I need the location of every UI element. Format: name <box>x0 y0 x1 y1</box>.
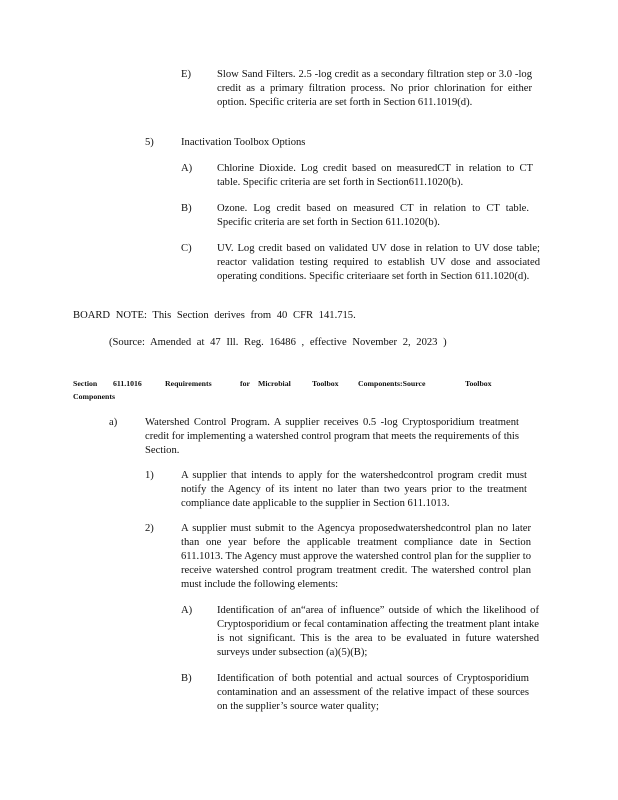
board-note: BOARD NOTE: This Section derives from 40 CFR 141.715. <box>73 310 356 321</box>
heading-word: Microbial <box>258 379 291 388</box>
list-item <box>0 242 618 300</box>
heading-word: Components <box>73 392 116 401</box>
heading-word: Toolbox <box>465 379 492 388</box>
list-item <box>0 68 618 128</box>
list-item <box>0 202 618 232</box>
heading-word: for <box>240 379 250 388</box>
item-marker: a) <box>109 417 118 428</box>
list-item <box>0 162 618 192</box>
heading-word: Toolbox <box>312 379 339 388</box>
item-text: A supplier that intends to apply for the watershedcontrol program credit must notify the Agency of its intent no later than two years prior to the treatment compliance date applicable to the supplier in Section 611.1013. <box>181 470 527 509</box>
list-item <box>0 136 618 152</box>
item-text: UV. Log credit based on validated UV dose in relation to UV dose table; reactor validation testing required to establish UV dose and associated operating conditions. Specific criteriaare set forth in Section 611.1020(d). <box>217 243 540 282</box>
list-item <box>0 604 618 664</box>
item-text: A supplier must submit to the Agencya proposedwatershedcontrol plan no later than one year before the applicable treatment compliance date in Section 611.1013. The Agency must approve the watershed control plan for the supplier to receive watershed control program treatment credit. The watershed control plan must include the following elements: <box>181 523 531 590</box>
list-item <box>0 672 618 718</box>
section-heading <box>0 377 618 405</box>
item-text: Identification of an“area of influence” outside of which the likelihood of Cryptosporidium or fecal contamination affecting the treatment plant intake is not significant. This is the area to be evaluated in future watershed surveys under subsection (a)(5)(B); <box>217 605 539 658</box>
heading-word: Requirements <box>165 379 212 388</box>
source-note: (Source: Amended at 47 Ill. Reg. 16486 , effective November 2, 2023 ) <box>109 337 447 348</box>
item-text: Chlorine Dioxide. Log credit based on measuredCT in relation to CT table. Specific criteria are set forth in Section611.1020(b). <box>217 163 533 188</box>
item-text: Ozone. Log credit based on measured CT in relation to CT table. Specific criteria are set forth in Section 611.1020(b). <box>217 203 529 228</box>
item-text: Identification of both potential and actual sources of Cryptosporidium contamination and an assessment of the relative impact of these sources on the supplier’s source water quality; <box>217 673 529 712</box>
item-marker: E) <box>181 69 191 80</box>
heading-section-word: Section <box>73 379 98 388</box>
item-marker: A) <box>181 163 193 174</box>
heading-section-number: 611.1016 <box>113 379 142 388</box>
list-item <box>0 416 618 462</box>
item-marker: 2) <box>145 523 154 534</box>
item-marker: C) <box>181 243 192 254</box>
item-marker: 5) <box>145 137 154 148</box>
item-marker: B) <box>181 673 192 684</box>
item-text: Inactivation Toolbox Options <box>181 137 306 148</box>
item-marker: B) <box>181 203 192 214</box>
heading-word: Components:Source <box>358 379 426 388</box>
item-text: Watershed Control Program. A supplier receives 0.5 -log Cryptosporidium treatment credit for implementing a watershed control program that meets the requirements of this Section. <box>145 417 519 456</box>
list-item <box>0 522 618 596</box>
item-marker: A) <box>181 605 193 616</box>
list-item <box>0 469 618 515</box>
item-marker: 1) <box>145 470 154 481</box>
item-text: Slow Sand Filters. 2.5 -log credit as a secondary filtration step or 3.0 -log credit as a primary filtration process. No prior chlorination for either option. Specific criteria are set forth in Section 611.1019(d). <box>217 69 532 108</box>
